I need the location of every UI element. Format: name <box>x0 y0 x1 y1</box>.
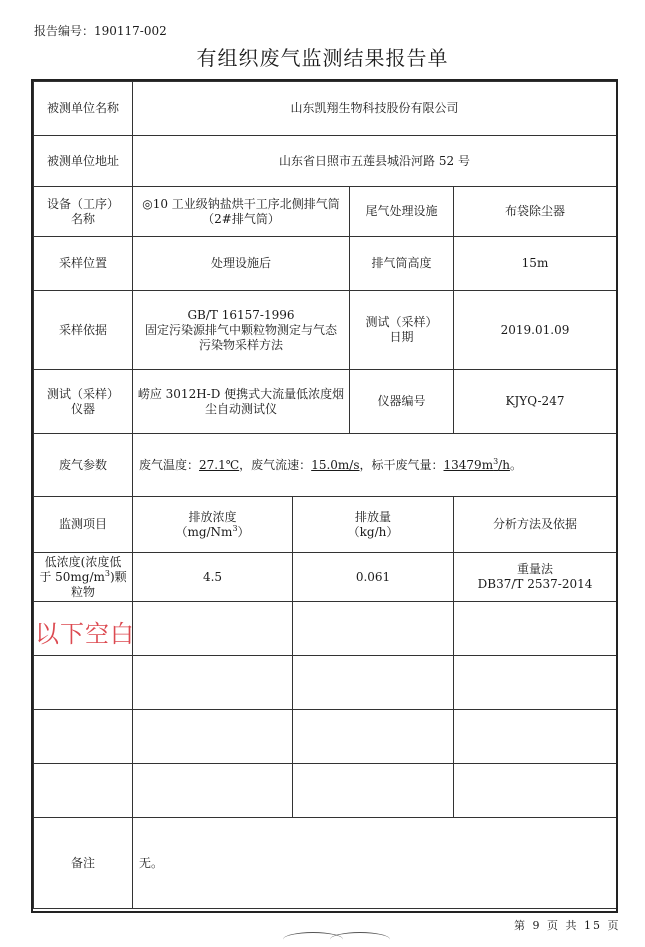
sampling-position-value: 处理设施后 <box>133 237 350 291</box>
sampling-date-value: 2019.01.09 <box>454 291 617 370</box>
unit-name-value: 山东凯翔生物科技股份有限公司 <box>133 82 617 136</box>
blank-row <box>34 710 617 764</box>
report-number: 报告编号：190117-002 <box>34 24 167 38</box>
result-method-line1: 重量法 <box>517 562 554 576</box>
sampling-position-label: 采样位置 <box>34 237 133 291</box>
result-item-line2: 于 $50mg/m^3$)颗 <box>39 568 127 584</box>
sampling-basis-label: 采样依据 <box>34 291 133 370</box>
sampling-date-label <box>350 291 454 370</box>
row-instrument <box>34 370 617 434</box>
gas-flow-label: ，废气流速： <box>239 457 312 472</box>
equipment-value-line1: ◎10 工业级钠盐烘干工序北侧排气筒 <box>142 196 340 211</box>
equipment-value-line2: （2#排气筒） <box>202 211 280 226</box>
rate-header <box>293 497 454 553</box>
gas-temp-value: 27.1℃ <box>199 457 240 472</box>
rate-header-line1: 排放量 <box>354 509 391 524</box>
row-result <box>34 553 617 602</box>
sampling-basis-line2: 固定污染源排气中颗粒物测定与气态 <box>144 322 337 337</box>
result-item <box>34 553 133 602</box>
instrument-label-line1: 测试（采样） <box>46 386 119 401</box>
blank-row <box>34 764 617 818</box>
result-item-line2b: )颗 <box>109 569 127 584</box>
result-item-line2a: 于 50mg/m <box>39 569 105 584</box>
page-footer: 第 9 页 共 15 页 <box>514 919 621 932</box>
unit-name-label: 被测单位名称 <box>34 82 133 136</box>
stack-height-value: 15m <box>454 237 617 291</box>
equipment-value <box>133 187 350 237</box>
equipment-label-line1: 设备（工序） <box>46 196 119 211</box>
sampling-basis-line3: 污染物采样方法 <box>198 337 283 352</box>
concentration-header-line1: 排放浓度 <box>188 509 237 524</box>
treatment-label: 尾气处理设施 <box>350 187 454 237</box>
instrument-value <box>133 370 350 434</box>
row-sampling-position <box>34 237 617 291</box>
remarks-label: 备注 <box>34 818 133 909</box>
blank-row <box>34 656 617 710</box>
result-item-line3: 粒物 <box>70 584 95 599</box>
document-title: 有组织废气监测结果报告单 <box>196 46 449 70</box>
sampling-basis-line1: GB/T 16157-1996 <box>187 307 295 322</box>
gas-std-unit: /h <box>498 457 510 472</box>
unit-address-label: 被测单位地址 <box>34 136 133 187</box>
sampling-basis-value <box>133 291 350 370</box>
instrument-value-line1: 崂应 3012H-D 便携式大流量低浓度烟 <box>137 386 345 401</box>
result-concentration: 4.5 <box>133 553 293 602</box>
row-unit-address <box>34 136 617 187</box>
instrument-value-line2: 尘自动测试仪 <box>204 401 277 416</box>
instrument-label-line2: 仪器 <box>70 401 95 416</box>
scan-mark <box>330 932 390 947</box>
remarks-value: 无。 <box>133 818 617 909</box>
instrument-number-value: KJYQ-247 <box>454 370 617 434</box>
sampling-date-label-line1: 测试（采样） <box>365 315 438 329</box>
equipment-label <box>34 187 133 237</box>
concentration-unit: （mg/Nm <box>175 524 233 539</box>
method-header: 分析方法及依据 <box>454 497 617 553</box>
unit-address-value: 山东省日照市五莲县城沿河路 52 号 <box>133 136 617 187</box>
rate-header-line2: （kg/h） <box>347 524 399 539</box>
instrument-number-label: 仪器编号 <box>350 370 454 434</box>
stack-height-label: 排气筒高度 <box>350 237 454 291</box>
gas-params-end: 。 <box>509 457 522 472</box>
instrument-label <box>34 370 133 434</box>
treatment-value: 布袋除尘器 <box>454 187 617 237</box>
result-rate: 0.061 <box>293 553 454 602</box>
gas-params-value <box>133 434 617 497</box>
gas-std-label: ，标干废气量： <box>359 457 444 472</box>
gas-flow-value: 15.0m/s <box>311 457 360 472</box>
result-method-line2: DB37/T 2537-2014 <box>477 577 593 591</box>
sampling-date-label-line2: 日期 <box>389 330 414 344</box>
row-remarks <box>34 818 617 909</box>
row-sampling-basis <box>34 291 617 370</box>
concentration-header-line2: （mg/Nm$^3$） <box>175 523 250 539</box>
report-table <box>33 81 617 909</box>
concentration-unit-end: ） <box>237 524 250 539</box>
blank-below-stamp: 以下空白 <box>35 620 135 648</box>
concentration-header <box>133 497 293 553</box>
gas-std-value: $13479m^3/h$ <box>443 456 510 472</box>
gas-std-number: 13479m <box>443 457 494 472</box>
row-unit-name <box>34 82 617 136</box>
row-gas-params <box>34 434 617 497</box>
row-monitor-header <box>34 497 617 553</box>
row-equipment <box>34 187 617 237</box>
result-item-line1: 低浓度(浓度低 <box>44 554 122 569</box>
result-method <box>454 553 617 602</box>
gas-temp-label: 废气温度： <box>139 457 200 472</box>
equipment-label-line2: 名称 <box>70 211 95 226</box>
gas-params-label: 废气参数 <box>34 434 133 497</box>
monitor-item-header: 监测项目 <box>34 497 133 553</box>
